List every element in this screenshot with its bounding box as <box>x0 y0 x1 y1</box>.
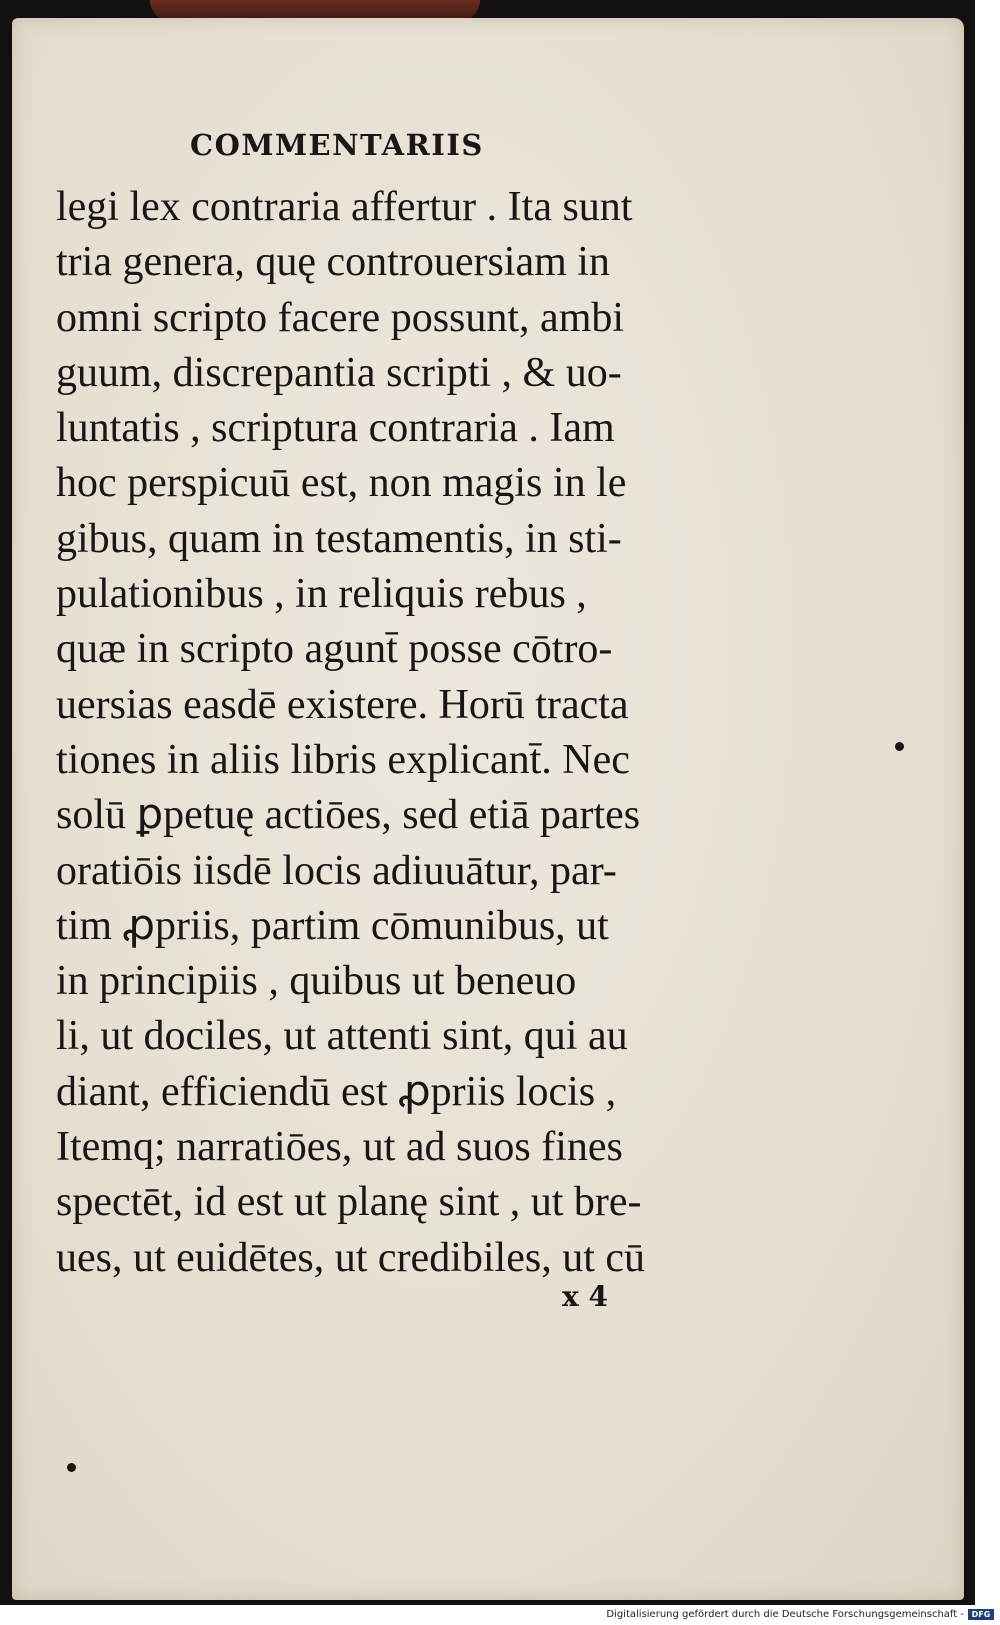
text-line: Itemq; narratiōes, ut ad suos fines <box>56 1124 623 1171</box>
text-line: uersias easdē existere. Horū tracta <box>56 681 629 728</box>
text-line: tim ꝓpriis, partim cōmunibus, ut <box>56 902 609 949</box>
text-line: tiones in aliis libris explicant̄. Nec <box>56 736 630 783</box>
text-line: luntatis , scriptura contraria . Iam <box>56 405 615 452</box>
text-line: hoc perspicuū est, non magis in le <box>56 460 627 507</box>
text-line: ues, ut euidētes, ut credibiles, ut cū <box>56 1234 646 1281</box>
text-line: omni scripto facere possunt, ambi <box>56 294 625 341</box>
ink-spot <box>895 742 904 751</box>
dfg-logo: DFG <box>968 1609 994 1620</box>
text-line: diant, efficiendū est ꝓpriis locis , <box>56 1068 617 1115</box>
text-line: gibus, quam in testamentis, in sti- <box>56 515 622 562</box>
running-head: COMMENTARIIS <box>190 128 484 162</box>
text-line: legi lex contraria affertur . Ita sunt <box>56 184 633 230</box>
ink-spot <box>67 1463 76 1472</box>
text-line: quæ in scripto agunt̄ posse cōtro- <box>56 626 613 673</box>
text-line: spectēt, id est ut planę sint , ut bre- <box>56 1179 642 1226</box>
text-line: pulationibus , in reliquis rebus , <box>56 571 587 618</box>
text-line: li, ut dociles, ut attenti sint, qui au <box>56 1013 628 1060</box>
footer-credit: Digitalisierung gefördert durch die Deutsche Forschungsgemeinschaft - <box>606 1609 964 1620</box>
text-line: oratiōis iisdē locis adiuuātur, par- <box>56 847 617 894</box>
text-line: tria genera, quę controuersiam in <box>56 239 610 286</box>
text-line: in principiis , quibus ut beneuo <box>56 958 577 1005</box>
text-line: guum, discrepantia scripti , & uo- <box>56 349 622 396</box>
body-text <box>56 180 736 1286</box>
signature-mark: x 4 <box>562 1280 608 1313</box>
text-line: solū ꝑpetuę actiōes, sed etiā partes <box>56 792 641 839</box>
